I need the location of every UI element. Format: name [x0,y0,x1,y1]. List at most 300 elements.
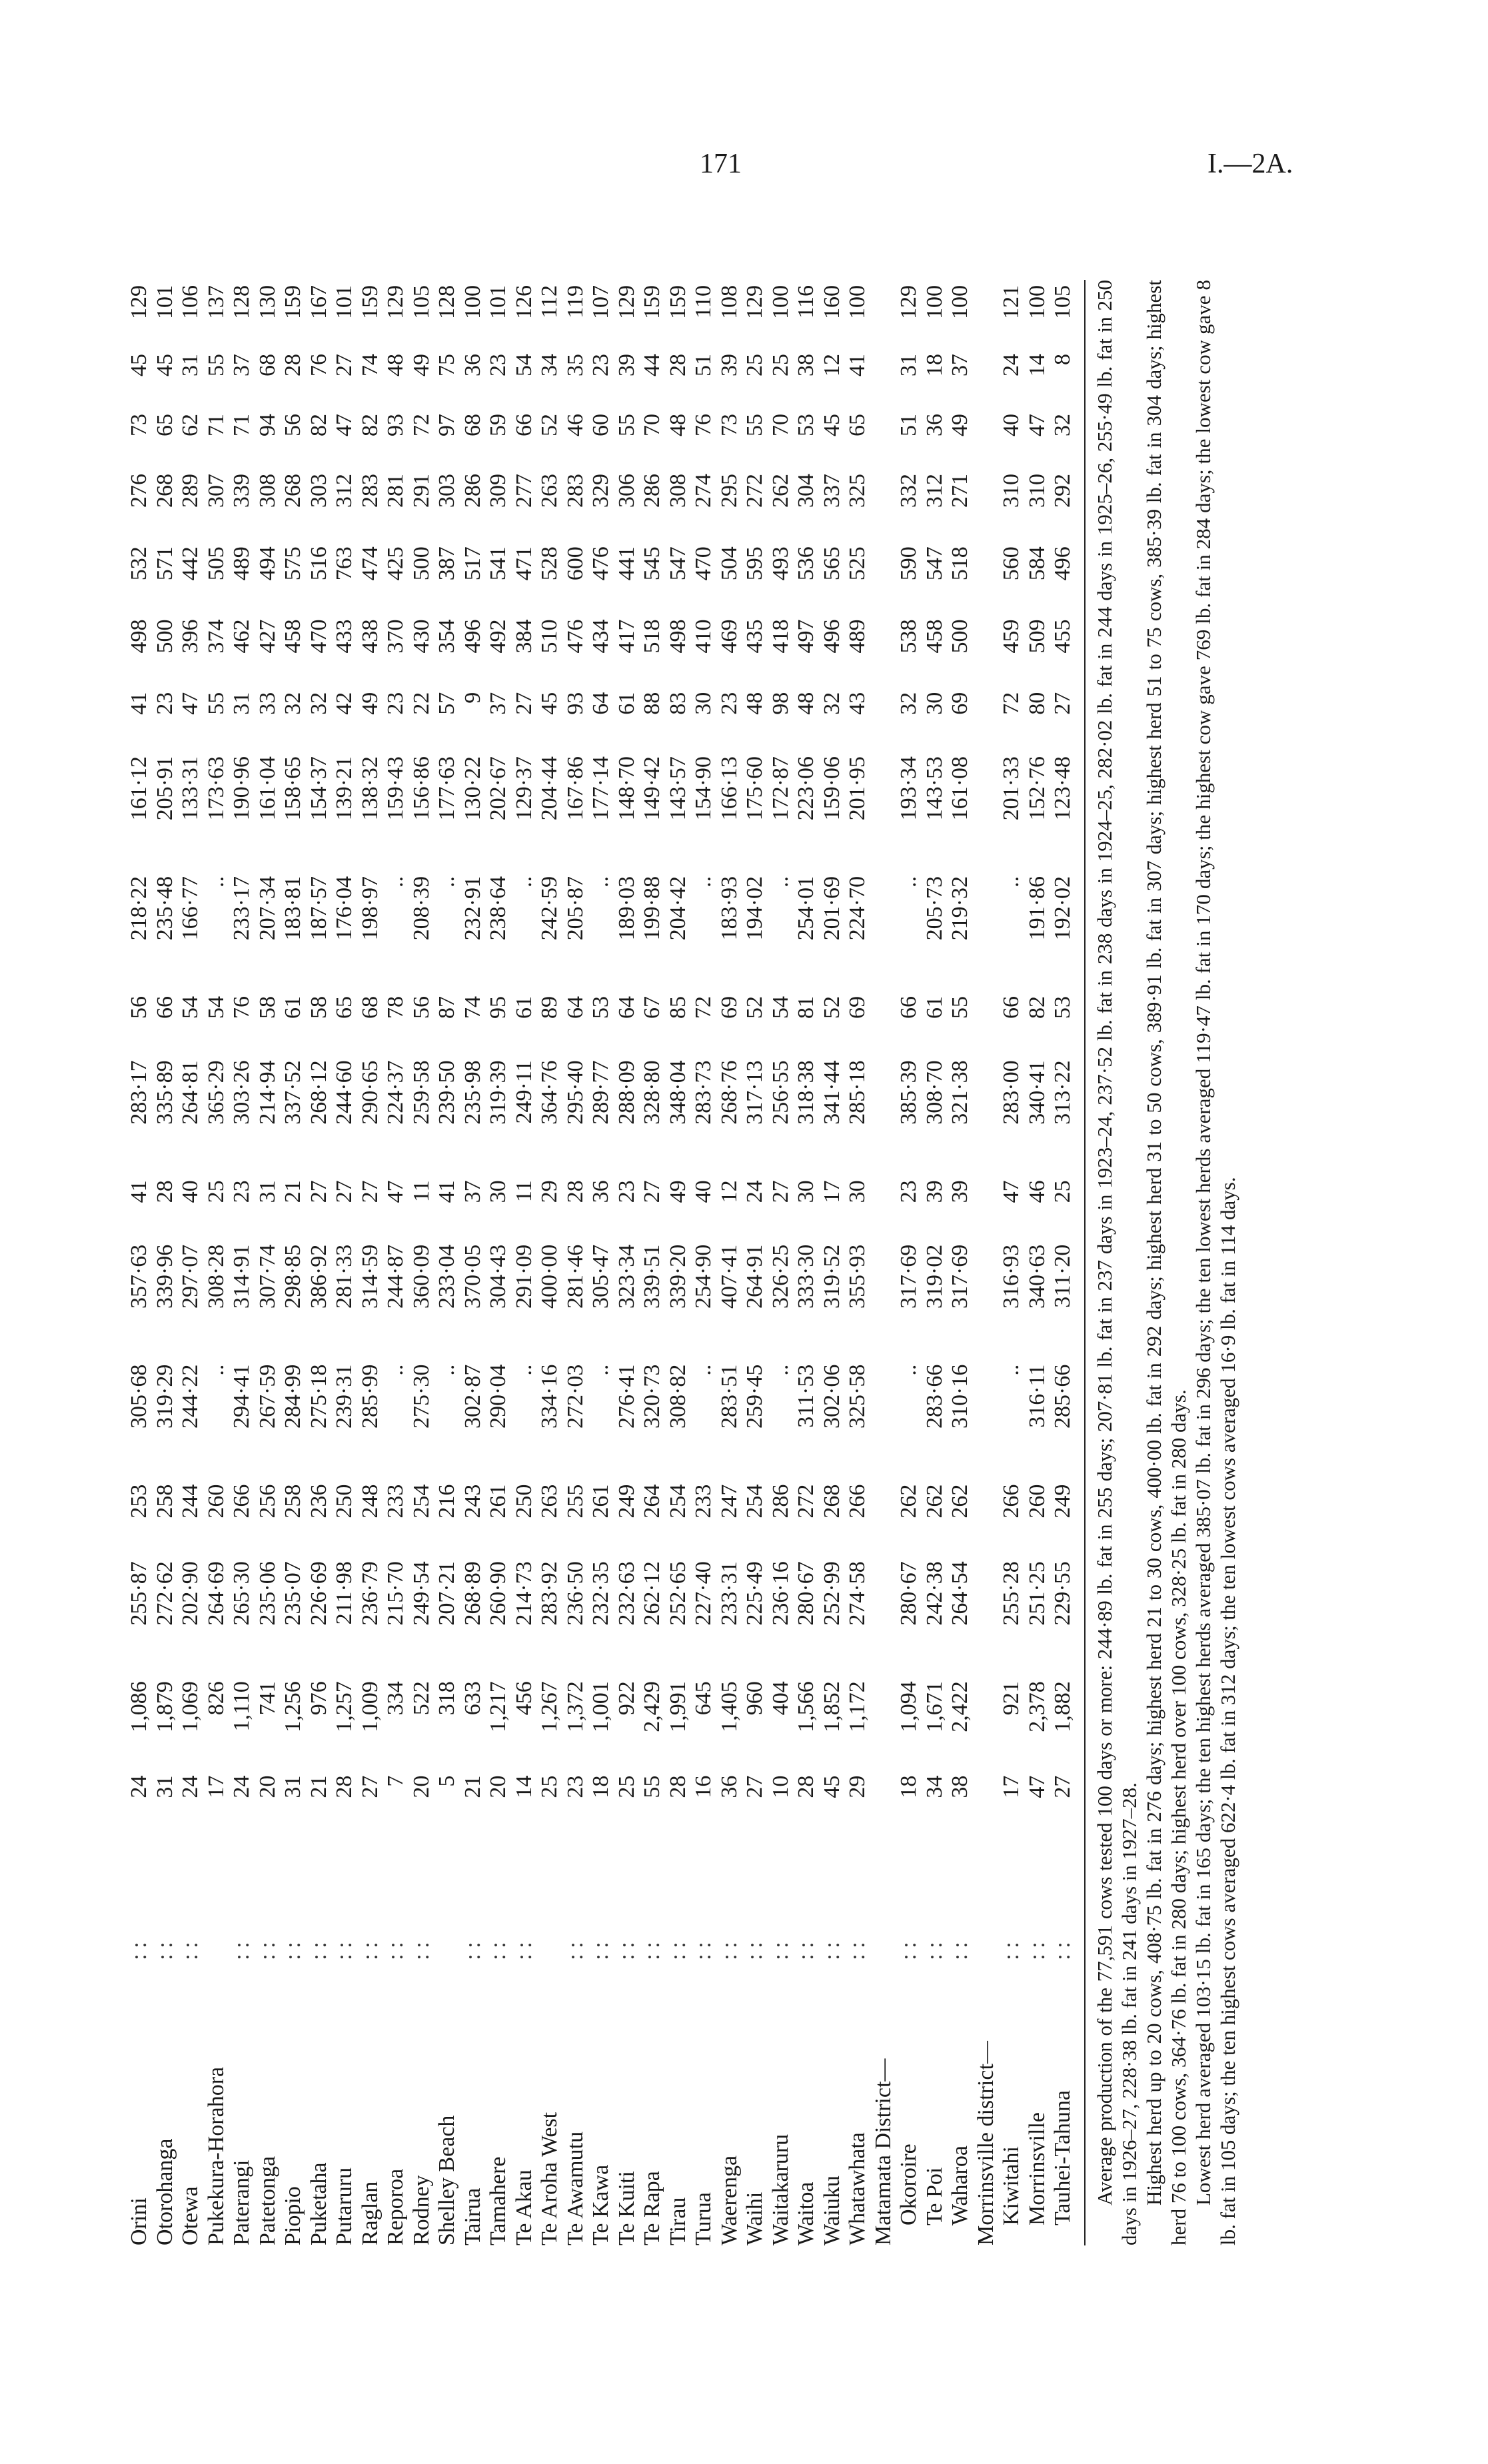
table-cell: 14 [511,1775,536,1798]
table-cell: 215·70 [383,1561,408,1626]
table-cell: 317·13 [742,1060,767,1125]
leader-dots: : : [460,1942,485,1960]
table-cell: 143·53 [922,756,947,821]
table-cell: 332 [896,473,921,508]
table-cell: 310·16 [948,1364,972,1429]
table-cell: 305·47 [588,1244,613,1309]
table-cell: 263 [537,1484,562,1519]
table-row [614,280,640,2245]
table-cell: 263 [537,473,562,508]
table-cell: 1,991 [665,1681,690,1732]
table-cell: 105 [408,285,434,319]
table-cell: 255·87 [127,1561,151,1626]
table-cell: 236·79 [357,1561,382,1626]
table-cell: 173·63 [203,756,229,821]
table-cell [974,468,1000,541]
leader-dots: : : [999,1942,1024,1960]
table-cell: 303·26 [229,1060,254,1125]
table-cell: 52 [537,413,562,436]
table-cell: 306 [614,473,639,508]
table-cell: 23 [614,1180,639,1203]
table-cell: 430 [408,619,434,654]
table-cell: 261 [486,1484,510,1519]
table-cell: 76 [306,354,331,376]
district-name: Raglan [357,2181,382,2245]
table-cell: 1,566 [794,1681,818,1732]
table-cell [871,1055,897,1175]
table-row [717,280,743,2245]
table-cell: 72 [691,995,716,1019]
table-cell: 31 [281,1775,305,1798]
table-cell: 159 [281,285,305,319]
table-cell: 133·31 [178,756,203,821]
table-cell: 48 [665,413,690,436]
table-cell: 201·33 [999,756,1024,821]
table-row [281,280,307,2245]
table-cell: 17 [819,1180,844,1203]
leader-dots: : : [794,1942,818,1960]
table-cell: .. [203,1364,229,1376]
table-cell: 305·68 [127,1364,151,1429]
table-cell: 264·54 [948,1561,972,1626]
table-cell: 183·81 [281,876,305,941]
table-cell [974,1770,1000,1834]
table-cell: 89 [537,995,562,1019]
district-name: Tamahere [486,2156,510,2245]
table-cell: 55 [948,995,972,1019]
table-cell: 27 [1050,692,1075,715]
table-row [742,280,768,2245]
table-cell: 243 [460,1484,485,1519]
table-cell: 2,429 [640,1681,664,1732]
footnotes [1092,280,1240,2245]
table-cell: 55 [203,354,229,376]
table-cell: 61 [614,692,639,715]
district-name: Matamata District— [870,2058,896,2245]
table-cell: 311·20 [1050,1244,1075,1308]
table-cell: 244·87 [383,1244,408,1309]
table-cell: 207·21 [434,1561,459,1626]
table-cell: 98 [768,692,793,715]
table-cell: 274 [691,473,716,508]
table-cell: 275·18 [306,1364,331,1429]
table-cell: 37 [948,354,972,376]
table-cell: 25 [768,354,793,376]
table-cell: 1,256 [281,1681,305,1732]
table-cell: 434 [588,619,613,654]
table-cell: 1,086 [127,1681,151,1732]
table-cell: 219·32 [948,876,972,941]
table-cell: 193·34 [896,756,921,821]
table-cell: 285·66 [1050,1364,1075,1429]
table-cell: .. [691,876,716,888]
leader-dots: : : [281,1942,305,1960]
table-cell: 20 [486,1775,510,1798]
table-cell: 110 [691,285,716,318]
leader-dots: : : [306,1942,331,1960]
table-cell: 255 [562,1484,588,1519]
table-cell: 28 [152,1180,177,1203]
table-cell: 254 [742,1484,767,1519]
table-cell: 1,879 [152,1681,177,1732]
table-cell: 313·22 [1050,1060,1075,1125]
table-cell: 52 [819,995,844,1019]
table-rule [1084,280,1086,2245]
table-cell [871,541,897,614]
table-cell: 328·80 [640,1060,664,1125]
table-cell: 339·96 [152,1244,177,1309]
table-cell: 65 [332,995,357,1019]
table-cell: 74 [357,354,382,376]
table-cell [974,751,1000,871]
table-cell: 272 [742,473,767,508]
table-cell: 294·41 [229,1364,254,1429]
table-cell: 283 [357,473,382,508]
table-row [255,280,281,2245]
district-name: Waerenga [716,2155,742,2245]
table-cell: 271 [948,473,972,508]
table-cell: 23 [562,1775,588,1798]
table-cell: 191·86 [1024,876,1050,941]
leader-dots: : : [332,1942,357,1960]
table-cell: 31 [896,354,921,376]
table-cell [871,751,897,871]
table-cell: 160 [819,285,844,319]
district-name: Orini [127,2197,151,2245]
table-cell: 262·12 [640,1561,664,1626]
footnote: Average production of the 77,591 cows tested 100 days or more: 244·89 lb. fat in 255 days; 207·81 lb. fat in 237 days in 1923–24, 237·52 lb. fat in 238 days in 1924–25, 282·02 lb. fat in 244 days in 1925–26, 255·49 lb. fat in 250 days in 1926–27, 228·38 lb. fat in 241 days in 1927–28. [1092,280,1141,2245]
table-cell: 5 [434,1775,459,1787]
table-cell: 43 [845,692,870,715]
table-cell: 286 [460,473,485,508]
table-cell: 239·31 [332,1364,357,1429]
table-cell: 152·76 [1024,756,1050,821]
table-cell: 23 [152,692,177,715]
table-cell: 49 [948,413,972,436]
table-cell: 286 [768,1484,793,1519]
table-row [383,280,409,2245]
table-cell: 254·01 [794,876,818,941]
table-row [588,280,614,2245]
leader-dots [974,1834,1000,1963]
table-cell: 207·34 [255,876,280,941]
table-cell: .. [383,1364,408,1376]
table-cell: 30 [691,692,716,715]
table-cell: 266 [999,1484,1024,1519]
table-cell: 286 [640,473,664,508]
table-cell: .. [896,1364,921,1376]
table-cell: 236 [306,1484,331,1519]
table-cell: 41 [127,692,151,715]
table-cell: 41 [434,1180,459,1203]
district-name: Patetonga [255,2156,280,2245]
table-cell: 496 [460,619,485,654]
table-cell: 9 [460,692,485,704]
district-name: Te Kawa [588,2164,613,2245]
table-cell: .. [588,1364,613,1376]
table-cell: 264·91 [742,1244,767,1309]
table-cell: 1,267 [537,1681,562,1732]
table-cell: .. [896,876,921,888]
table-cell: 304·43 [486,1244,510,1309]
table-cell: 48 [794,692,818,715]
footnote: Highest herd up to 20 cows, 408·75 lb. fat in 276 days; highest herd 21 to 30 cows, 400·00 lb. fat in 292 days; highest herd 31 to 50 cows, 389·91 lb. fat in 307 days; highest herd 51 to 75 cows, 385·39 lb. fat in 304 days; highest herd 76 to 100 cows, 364·76 lb. fat in 280 days; highest herd over 100 cows, 328·25 lb. fat in 280 days. [1141,280,1190,2245]
district-name: Tirau [665,2197,690,2245]
table-cell: 17 [999,1775,1024,1798]
table-cell: 233·31 [716,1561,742,1626]
table-cell: 462 [229,619,254,654]
table-cell: 28 [665,1775,690,1798]
table-cell: 24 [999,354,1024,376]
table-cell: .. [203,876,229,888]
district-name: Whatawhata [845,2132,870,2245]
table-cell: 74 [460,995,485,1019]
table-cell: 49 [408,354,434,376]
table-cell: 239·50 [434,1060,459,1125]
table-cell: 129 [742,285,767,319]
table-cell: 38 [794,354,818,376]
table-cell: 258 [281,1484,305,1519]
table-cell: 68 [460,413,485,436]
table-cell: 39 [948,1180,972,1203]
table-cell: 283·92 [537,1561,562,1626]
table-cell: 410 [691,619,716,654]
table-cell: 489 [845,619,870,654]
table-cell: 24 [229,1775,254,1798]
table-cell [871,871,897,991]
table-cell: 295·40 [562,1060,588,1125]
leader-dots: : : [819,1942,844,1960]
table-cell: 61 [281,995,305,1019]
table-cell: 73 [716,413,742,436]
leader-dots [871,1834,897,1963]
table-cell: 547 [922,546,947,581]
table-cell: 633 [460,1681,485,1716]
table-cell: 1,009 [357,1681,382,1732]
table-cell: 12 [819,354,844,376]
table-cell: 172·87 [768,756,793,821]
district-name: Putaruru [332,2167,357,2245]
table-cell: 254·90 [691,1244,716,1309]
district-name: Waiuku [819,2175,844,2245]
table-cell [871,1239,897,1359]
table-cell: 56 [281,413,305,436]
table-cell [974,1175,1000,1239]
table-cell: 291 [408,473,434,508]
table-row [512,280,538,2245]
table-cell: 317·69 [948,1244,972,1309]
table-cell: 285·18 [845,1060,870,1125]
table-cell: 52 [742,995,767,1019]
table-cell: 290·65 [357,1060,382,1125]
table-cell: 94 [255,413,280,436]
table-cell: 235·06 [255,1561,280,1626]
table-cell: 281·33 [332,1244,357,1309]
table-cell: 68 [255,354,280,376]
table-cell: 154·90 [691,756,716,821]
table-cell: 25 [742,354,767,376]
table-cell: 339·51 [640,1244,664,1309]
table-cell: 244 [178,1484,203,1519]
table-row [896,280,922,2245]
table-cell: 47 [178,692,203,715]
table-cell: 82 [1024,995,1050,1019]
table-cell: 384 [511,619,536,654]
district-name: Te Poi [922,2167,947,2225]
table-cell: 275·30 [408,1364,434,1429]
table-cell: 129 [614,285,639,319]
table-cell: 265·30 [229,1561,254,1626]
table-cell: 129·37 [511,756,536,821]
table-cell: 276 [127,473,151,508]
district-name: Tairua [460,2187,485,2245]
table-cell: 24 [127,1775,151,1798]
table-cell: 1,217 [486,1681,510,1732]
table-cell: 1,069 [178,1681,203,1732]
district-name: Piopio [281,2186,305,2245]
table-cell: 645 [691,1681,716,1716]
leader-dots: : : [127,1942,151,1960]
table-cell: 283·17 [127,1060,151,1125]
table-cell: 44 [640,354,664,376]
table-cell: 36 [922,413,947,436]
table-cell: 158·65 [281,756,305,821]
table-cell [871,1359,897,1479]
table-cell: .. [999,1364,1024,1376]
table-cell: 500 [408,546,434,581]
table-cell: 226·69 [306,1561,331,1626]
table-cell: 295 [716,473,742,508]
table-cell: 57 [434,692,459,715]
table-cell: 339·20 [665,1244,690,1309]
leader-dots: : : [716,1942,742,1960]
table-row [1025,280,1051,2245]
table-cell: 71 [203,413,229,436]
table-cell: 590 [896,546,921,581]
table-cell: 128 [434,285,459,319]
table-cell: 31 [152,1775,177,1798]
table-cell: 27 [306,1180,331,1203]
table-cell: 28 [665,354,690,376]
table-cell: 304 [794,473,818,508]
table-cell: 72 [408,413,434,436]
table-cell: 266 [845,1484,870,1519]
table-row [358,280,384,2245]
table-cell: 69 [716,995,742,1019]
table-row [691,280,717,2245]
table-cell [974,871,1000,991]
table-cell: 307 [203,473,229,508]
table-cell: 310 [1024,473,1050,508]
table-cell: 538 [896,619,921,654]
table-cell: 51 [896,413,921,436]
leader-dots: : : [1050,1942,1075,1960]
table-cell: 100 [768,285,793,319]
table-cell: 18 [922,354,947,376]
table-cell: 290·04 [486,1364,510,1429]
table-cell: 516 [306,546,331,581]
table-cell: 32 [896,692,921,715]
table-cell: 101 [332,285,357,319]
table-cell: 337·52 [281,1060,305,1125]
table-cell: 205·91 [152,756,177,821]
table-cell: 474 [357,546,382,581]
table-cell: 176·04 [332,876,357,941]
table-cell: 260·90 [486,1561,510,1626]
table-cell: 433 [332,619,357,654]
table-cell: 201·69 [819,876,844,941]
table-cell: 311·53 [794,1364,818,1428]
district-name: Paterangi [229,2159,254,2245]
table-row [666,280,692,2245]
table-cell: 340·41 [1024,1060,1050,1125]
table-cell [974,1055,1000,1175]
table-cell: 232·63 [614,1561,639,1626]
table-cell: 119 [562,285,588,318]
table-cell: 100 [922,285,947,319]
table-cell [974,687,1000,751]
table-cell: 276·41 [614,1364,639,1429]
table-cell: 73 [127,413,151,436]
table-cell: 225·49 [742,1561,767,1626]
table-cell: 67 [640,995,664,1019]
table-cell [871,1479,897,1556]
table-cell: 156·86 [408,756,434,821]
table-row [229,280,255,2245]
table-cell: 249·11 [511,1060,536,1124]
table-cell: 38 [948,1775,972,1798]
district-name: Rodney [408,2175,434,2245]
table-cell: 285·99 [357,1364,382,1429]
table-cell: 49 [665,1180,690,1203]
table-cell: 64 [562,995,588,1019]
table-cell: 224·70 [845,876,870,941]
leader-dots: : : [178,1942,203,1960]
leader-dots: : : [383,1942,408,1960]
table-cell: 28 [562,1180,588,1203]
table-cell: 264·81 [178,1060,203,1125]
table-cell [871,614,897,686]
table-cell: 283·73 [691,1060,716,1125]
table-cell: 100 [948,285,972,319]
table-cell: 129 [896,285,921,319]
table-cell: 61 [511,995,536,1019]
leader-dots [434,1834,460,1963]
table-cell: 139·21 [332,756,357,821]
table-row [537,280,563,2245]
leader-dots: : : [948,1942,972,1960]
table-cell: 56 [408,995,434,1019]
table-cell [871,687,897,751]
table-cell: 66 [999,995,1024,1019]
table-cell: 297·07 [178,1244,203,1309]
table-cell: 53 [588,995,613,1019]
table-cell: 71 [229,413,254,436]
leader-dots: : : [614,1942,639,1960]
table-cell: 493 [768,546,793,581]
table-cell: 45 [819,413,844,436]
table-cell: 101 [152,285,177,319]
table-cell: 357·63 [127,1244,151,1309]
table-cell: 280·67 [794,1561,818,1626]
table-cell: 27 [357,1775,382,1798]
table-cell: 308 [255,473,280,508]
table-cell: 497 [794,619,818,654]
table-cell: 321·38 [948,1060,972,1125]
table-cell: 303 [434,473,459,508]
table-cell: 456 [511,1681,536,1716]
leader-dots: : : [588,1942,613,1960]
